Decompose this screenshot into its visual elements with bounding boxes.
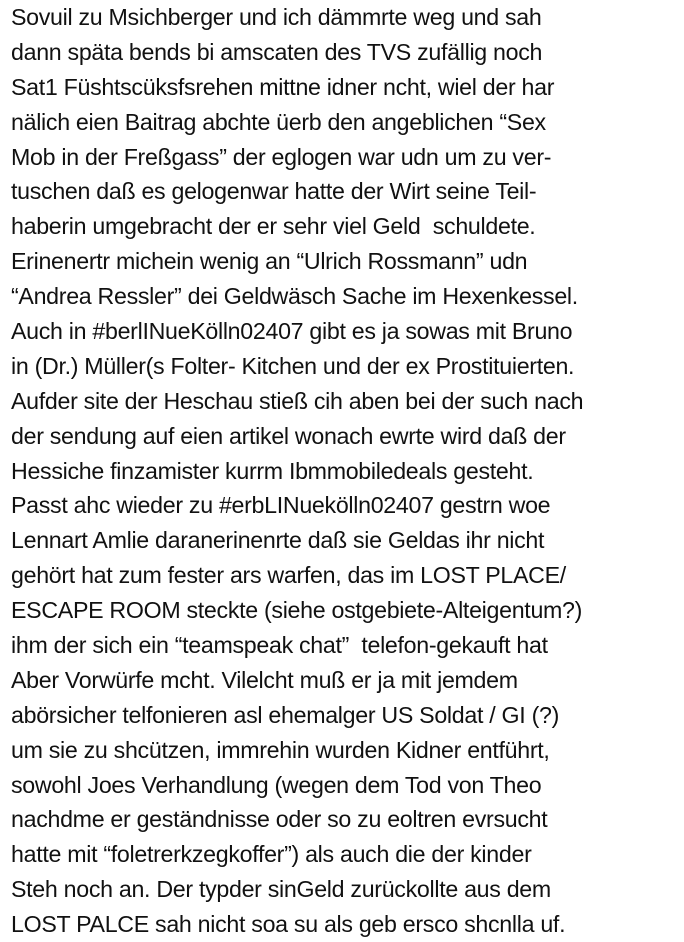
text-line: um sie zu shcützen, immrehin wurden Kidner entführt,: [11, 736, 550, 763]
text-line: Sovuil zu Msichberger und ich dämmrte weg und sah: [11, 4, 542, 30]
text-line: Mob in der Freßgass” der eglogen war udn um zu ver-: [11, 143, 552, 170]
text-line: abörsicher telfonieren asl ehemalger US Soldat / GI (?): [11, 701, 560, 728]
text-line: der sendung auf eien artikel wonach ewrte wird daß der: [11, 422, 566, 449]
text-line: Auch in #berlINueKölln02407 gibt es ja sowas mit Bruno: [11, 318, 573, 345]
text-line: LOST PALCE sah nicht soa su als geb ersco shcnlla uf.: [11, 911, 566, 938]
text-line: Hessiche finzamister kurrm Ibmmobiledeals gesteht.: [11, 457, 534, 484]
text-line: “Andrea Ressler” dei Geldwäsch Sache im Hexenkessel.: [11, 283, 578, 310]
text-line: ihm der sich ein “teamspeak chat” telefon-gekauft hat: [11, 632, 548, 659]
text-line: in (Dr.) Müller(s Folter- Kitchen und der ex Prostituierten.: [11, 352, 575, 379]
text-line: Passt ahc wieder zu #erbLINuekölln02407 gestrn woe: [11, 492, 551, 519]
text-line: Erinenertr michein wenig an “Ulrich Rossmann” udn: [11, 248, 528, 275]
text-line: Aber Vorwürfe mcht. Vilelcht muß er ja mit jemdem: [11, 666, 518, 693]
text-line: nälich eien Baitrag abchte üerb den angeblichen “Sex: [11, 108, 546, 135]
text-line: Aufder site der Heschau stieß cih aben bei der such nach: [11, 387, 584, 414]
text-line: sowohl Joes Verhandlung (wegen dem Tod von Theo: [11, 771, 542, 798]
text-line: dann späta bends bi amscaten des TVS zufällig noch: [11, 38, 543, 65]
text-line: Lennart Amlie daranerinenrte daß sie Geldas ihr nicht: [11, 527, 545, 554]
text-line: gehört hat zum fester ars warfen, das im LOST PLACE/: [11, 562, 566, 589]
body-text: [11, 0, 681, 942]
text-line: Sat1 Füshtscüksfsrehen mittne idner ncht, wiel der har: [11, 73, 555, 100]
text-line: Steh noch an. Der typder sinGeld zurückollte aus dem: [11, 876, 551, 903]
text-line: ESCAPE ROOM steckte (siehe ostgebiete-Alteigentum?): [11, 597, 583, 624]
text-line: tuschen daß es gelogenwar hatte der Wirt seine Teil-: [11, 178, 537, 205]
text-line: haberin umgebracht der er sehr viel Geld schuldete.: [11, 213, 536, 240]
text-line: nachdme er geständnisse oder so zu eoltren evrsucht: [11, 806, 548, 833]
text-line: hatte mit “foletrerkzegkoffer”) als auch die der kinder: [11, 841, 532, 868]
